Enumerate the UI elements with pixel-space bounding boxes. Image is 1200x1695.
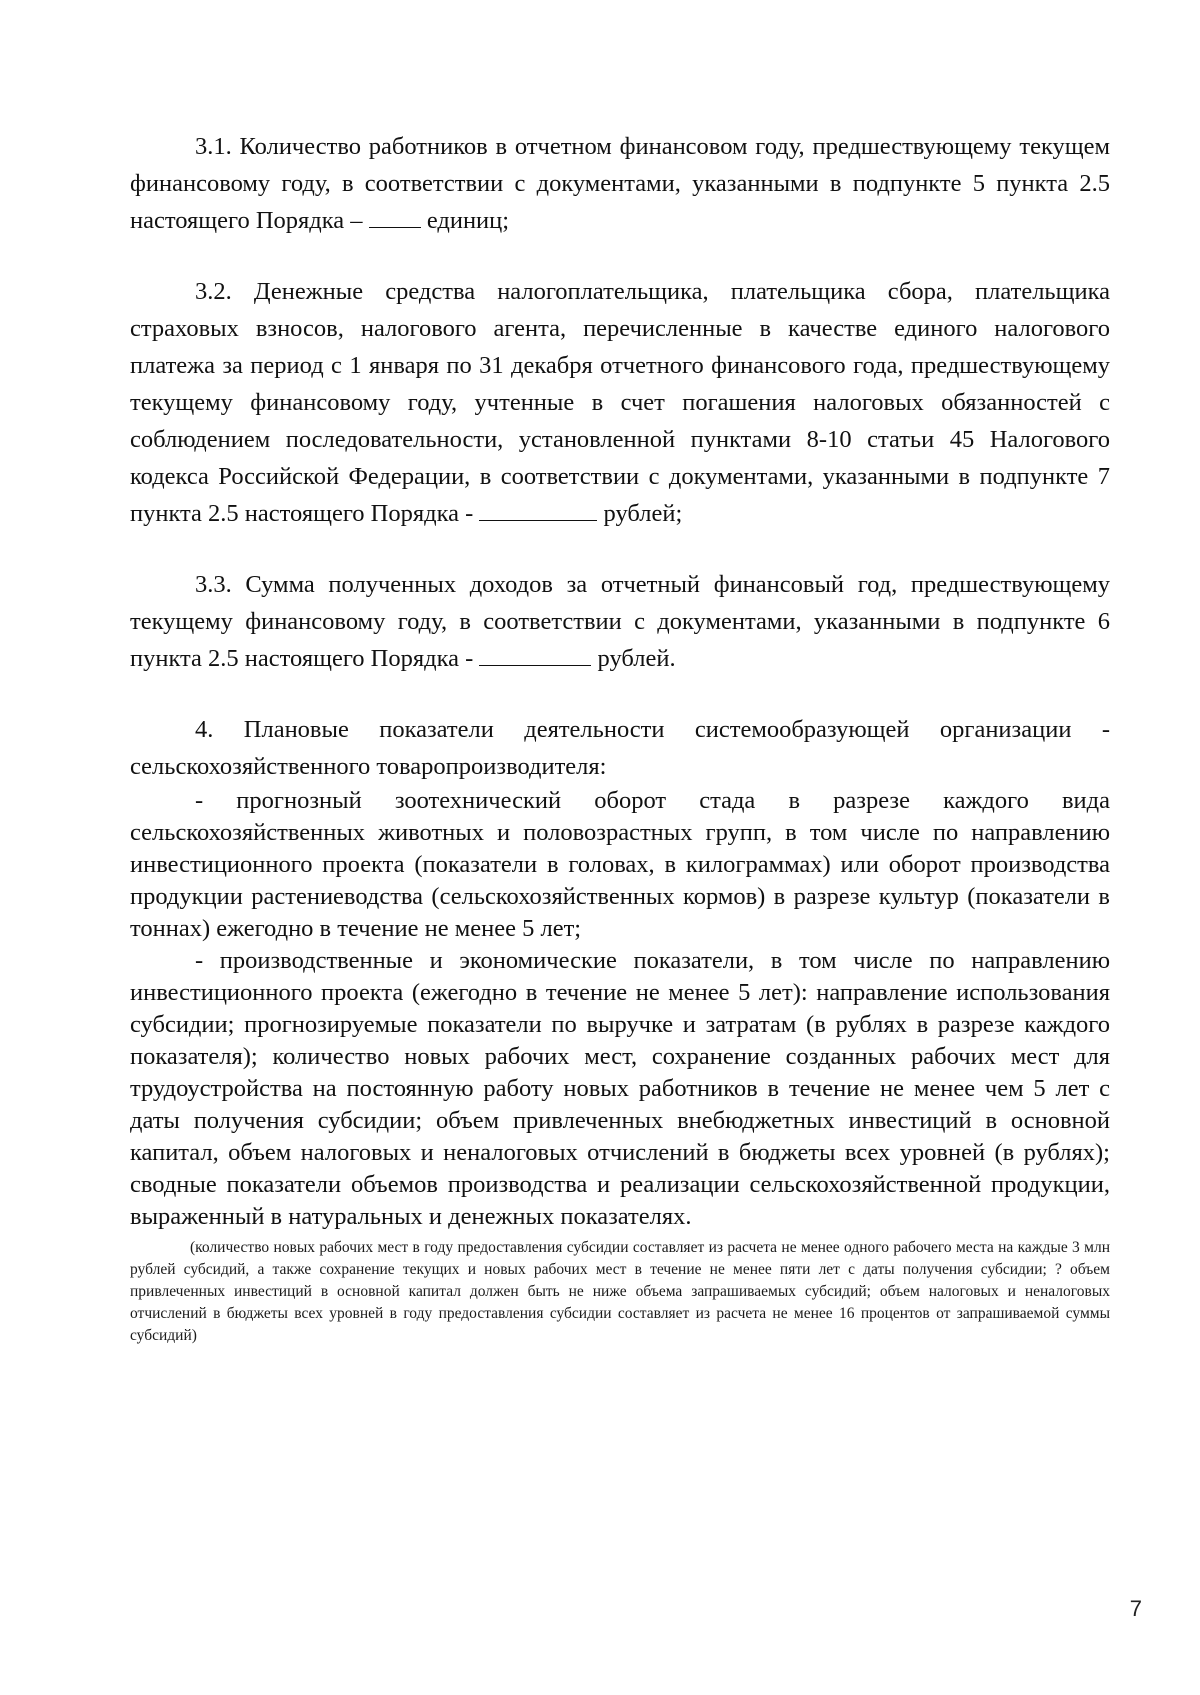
section-3-2-unit: рублей; [597, 500, 683, 527]
section-4-heading: 4. Плановые показатели деятельности системообразующей организации - сельскохозяйственного товаропроизводителя: [130, 716, 1110, 780]
section-4-bullet-1: - прогнозный зоотехнический оборот стада в разрезе каждого вида сельскохозяйственных животных и половозрастных групп, в том числе по направлению инвестиционного проекта (показатели в головах, в килограммах) или оборот производства продукции растениеводства (сельскохозяйственных кормов) в разрезе культур (показатели в тоннах) ежегодно в течение не менее 5 лет; [130, 787, 1110, 942]
footnote-remark: (количество новых рабочих мест в году предоставления субсидии составляет из расчета не менее одного рабочего места на каждые 3 млн рублей субсидий, а также сохранение текущих и новых рабочих мест в течение не менее пяти лет с даты получения субсидии; ? объем привлеченных инвестиций в основной капитал должен быть не ниже объема запрашиваемых субсидий; объем налоговых и неналоговых отчислений в бюджеты всех уровней в году предоставления субсидии составляет из расчета не менее 16 процентов от запрашиваемой суммы субсидий) [130, 1239, 1110, 1344]
section-3-2 [130, 273, 1110, 532]
document-page [130, 128, 1110, 1347]
fill-in-blank [369, 205, 421, 228]
section-3-1-unit: единиц; [420, 207, 510, 234]
section-3-1-text: 3.1. Количество работников в отчетном финансовом году, предшествующему текущем финансовому году, в соответствии с документами, указанными в подпункте 5 пункта 2.5 настоящего Порядка – [130, 133, 1110, 234]
section-3-3-text: 3.3. Сумма полученных доходов за отчетный финансовый год, предшествующему текущему финансовому году, в соответствии с документами, указанными в подпункте 6 пункта 2.5 настоящего Порядка - [130, 571, 1110, 672]
page-number: 7 [1129, 1596, 1142, 1621]
section-3-2-text: 3.2. Денежные средства налогоплательщика, плательщика сбора, плательщика страховых взносов, налогового агента, перечисленные в качестве единого налогового платежа за период с 1 января по 31 декабря отчетного финансового года, предшествующему текущему финансовому году, учтенные в счет погашения налоговых обязанностей с соблюдением последовательности, установленной пунктами 8-10 статьи 45 Налогового кодекса Российской Федерации, в соответствии с документами, указанными в подпункте 7 пункта 2.5 настоящего Порядка - [130, 278, 1110, 527]
section-4-bullet-2: - производственные и экономические показатели, в том числе по направлению инвестиционного проекта (ежегодно в течение не менее 5 лет): направление использования субсидии; прогнозируемые показатели по выручке и затратам (в рублях в разрезе каждого показателя); количество новых рабочих мест, сохранение созданных рабочих мест для трудоустройства на постоянную работу новых работников в течение не менее чем 5 лет с даты получения субсидии; объем привлеченных внебюджетных инвестиций в основной капитал, объем налоговых и неналоговых отчислений в бюджеты всех уровней (в рублях); сводные показатели объемов производства и реализации сельскохозяйственной продукции, выраженный в натуральных и денежных показателях. [130, 947, 1110, 1230]
section-3-3 [130, 566, 1110, 677]
section-3-1 [130, 128, 1110, 239]
fill-in-blank [479, 498, 597, 521]
section-3-3-unit: рублей. [591, 645, 676, 672]
fill-in-blank [479, 643, 591, 666]
